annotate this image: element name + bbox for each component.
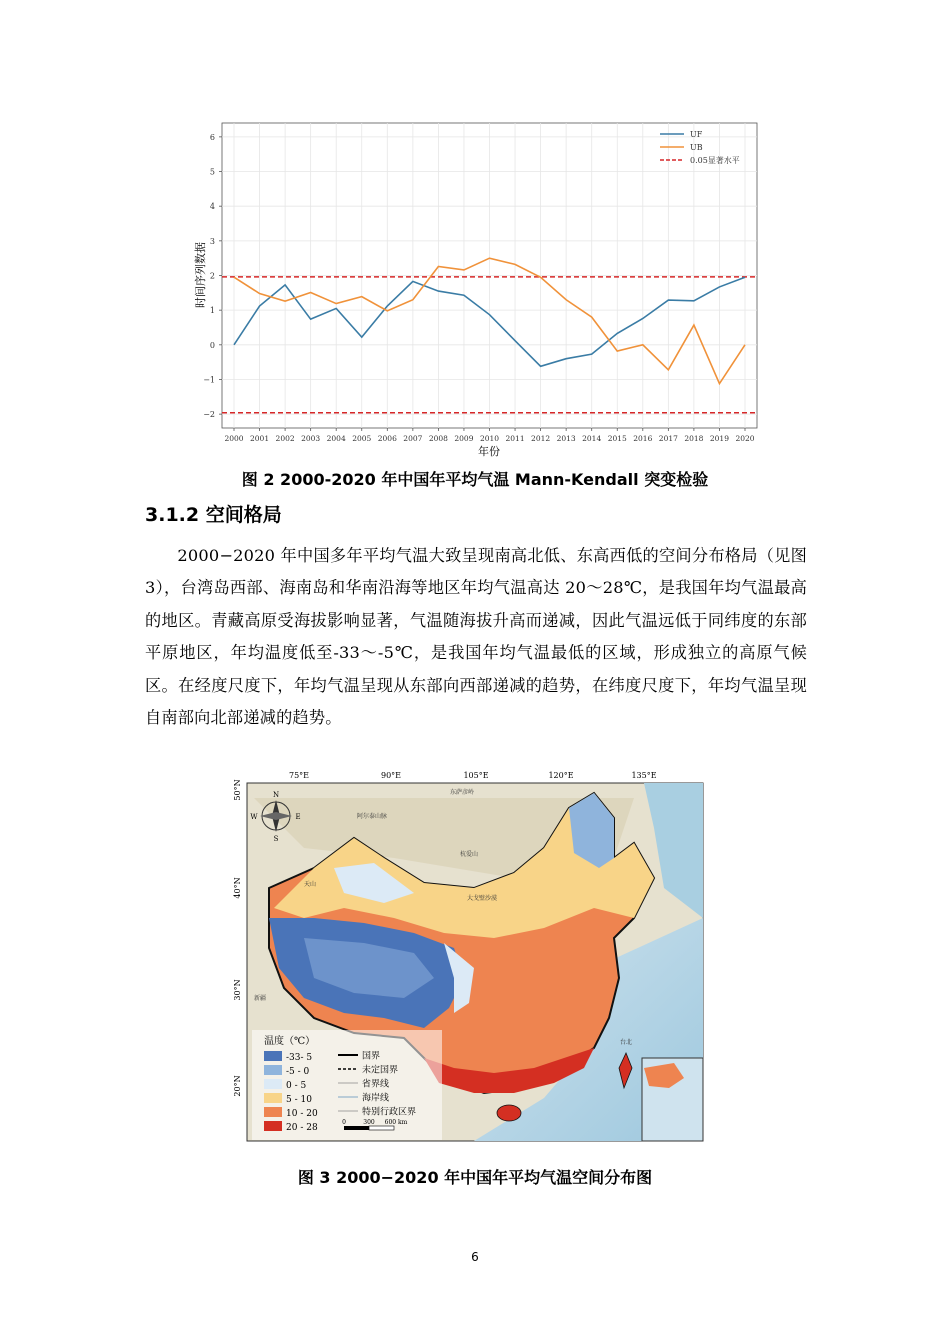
legend-swatch-5 bbox=[264, 1121, 282, 1131]
lat-label: 50°N bbox=[233, 779, 242, 801]
x-tick-label: 2000 bbox=[224, 434, 244, 443]
x-tick-label: 2016 bbox=[633, 434, 653, 443]
y-tick-label: 5 bbox=[209, 167, 215, 177]
legend-class-label: 20 - 28 bbox=[286, 1123, 318, 1133]
compass-e: E bbox=[295, 813, 301, 821]
legend-swatch-2 bbox=[264, 1079, 282, 1089]
x-tick-label: 2002 bbox=[275, 434, 295, 443]
place-label: 台北 bbox=[619, 1039, 633, 1046]
legend-swatch-0 bbox=[264, 1051, 282, 1061]
x-tick-label: 2009 bbox=[454, 434, 474, 443]
compass-s: S bbox=[273, 835, 279, 843]
x-tick-label: 2017 bbox=[658, 434, 678, 443]
y-tick-label: −2 bbox=[203, 410, 215, 420]
legend-class-label: 5 - 10 bbox=[286, 1095, 312, 1105]
lon-label: 90°E bbox=[380, 771, 402, 780]
place-label: 天山 bbox=[303, 881, 317, 888]
x-tick-label: 2018 bbox=[684, 434, 704, 443]
section-heading: 3.1.2 空间格局 bbox=[145, 504, 282, 526]
y-tick-label: 1 bbox=[209, 306, 215, 316]
section-paragraph: 2000−2020 年中国多年平均气温大致呈现南高北低、东高西低的空间分布格局（见图 3），台湾岛西部、海南岛和华南沿海等地区年均气温高达 20～28℃，是我国年均气温最高的地区。青藏高原受海拔影响显著，气温随海拔升高而递减，因此气温远低于同纬度的东部平原地区，年均温度低至-33～-5℃，是我国年均气温最低的区域，形成独立的高原气候区。在经度尺度下，年均气温呈现从东部向西部递减的趋势，在纬度尺度下，年均气温呈现自南部向北部递减的趋势。 bbox=[145, 546, 807, 728]
x-tick-label: 2007 bbox=[403, 434, 423, 443]
scale-0: 0 bbox=[342, 1119, 346, 1126]
y-tick-label: −1 bbox=[203, 375, 215, 385]
figure2-caption: 图 2 2000-2020 年中国年平均气温 Mann-Kendall 突变检验 bbox=[241, 470, 709, 489]
legend-class-label: -5 - 0 bbox=[286, 1067, 310, 1077]
compass-w: W bbox=[250, 813, 258, 821]
legend-swatch-4 bbox=[264, 1107, 282, 1117]
lon-label: 75°E bbox=[288, 771, 310, 780]
lon-label: 135°E bbox=[631, 771, 657, 780]
legend-title: 温度（℃） bbox=[264, 1036, 316, 1047]
x-tick-label: 2006 bbox=[377, 434, 397, 443]
page-number: 6 bbox=[471, 1250, 479, 1264]
x-tick-label: 2001 bbox=[250, 434, 270, 443]
y-tick-label: 4 bbox=[209, 202, 215, 212]
chart-svg bbox=[190, 110, 770, 462]
legend-swatch-1 bbox=[264, 1065, 282, 1075]
lat-label: 30°N bbox=[233, 979, 242, 1001]
compass-n: N bbox=[272, 791, 280, 799]
legend-line-label: 省界线 bbox=[362, 1079, 390, 1090]
x-tick-label: 2005 bbox=[352, 434, 372, 443]
lat-label: 40°N bbox=[233, 877, 242, 899]
lat-label: 20°N bbox=[233, 1075, 242, 1097]
place-label: 阿尔泰山脉 bbox=[356, 813, 388, 820]
x-tick-label: 2014 bbox=[582, 434, 602, 443]
lon-label: 120°E bbox=[548, 771, 574, 780]
scale-300: 300 bbox=[363, 1119, 375, 1126]
map-legend bbox=[252, 1030, 442, 1140]
legend-line-label: 国界 bbox=[362, 1051, 381, 1062]
map-svg bbox=[214, 768, 734, 1148]
place-label: 杭爱山 bbox=[459, 851, 479, 858]
x-axis-label: 年份 bbox=[478, 445, 500, 458]
place-label: 新疆 bbox=[253, 995, 267, 1002]
x-tick-label: 2012 bbox=[531, 434, 551, 443]
lon-label: 105°E bbox=[463, 771, 489, 780]
legend-class-label: 10 - 20 bbox=[286, 1109, 318, 1119]
y-tick-label: 0 bbox=[209, 340, 215, 350]
legend-line-label: 未定国界 bbox=[362, 1065, 399, 1076]
temperature-map bbox=[214, 768, 734, 1148]
x-tick-label: 2004 bbox=[326, 434, 346, 443]
scale-600: 600 km bbox=[384, 1119, 408, 1126]
y-tick-label: 2 bbox=[209, 271, 215, 281]
x-tick-label: 2011 bbox=[505, 434, 525, 443]
legend-line-label: 特别行政区界 bbox=[362, 1107, 417, 1118]
x-tick-label: 2010 bbox=[479, 434, 500, 443]
x-tick-label: 2015 bbox=[607, 434, 627, 443]
legend-label-1: UB bbox=[690, 143, 703, 152]
legend-label-0: UF bbox=[690, 130, 703, 139]
x-tick-label: 2020 bbox=[735, 434, 755, 443]
y-tick-label: 3 bbox=[209, 236, 215, 246]
mk-test-chart bbox=[190, 110, 770, 462]
place-label: 东萨彦岭 bbox=[449, 789, 475, 796]
place-label: 大戈壁沙漠 bbox=[466, 895, 498, 902]
x-tick-label: 2013 bbox=[556, 434, 576, 443]
x-tick-label: 2019 bbox=[709, 434, 729, 443]
x-tick-label: 2003 bbox=[301, 434, 321, 443]
legend-class-label: 0 - 5 bbox=[286, 1081, 307, 1091]
hainan-island bbox=[497, 1105, 521, 1121]
y-tick-label: 6 bbox=[209, 132, 215, 142]
x-tick-label: 2008 bbox=[428, 434, 448, 443]
legend-line-label: 海岸线 bbox=[362, 1093, 390, 1104]
legend-label-2: 0.05显著水平 bbox=[690, 156, 740, 165]
figure3-caption: 图 3 2000−2020 年中国年平均气温空间分布图 bbox=[297, 1168, 653, 1187]
legend-swatch-3 bbox=[264, 1093, 282, 1103]
y-axis-label: 时间序列数据 bbox=[194, 242, 207, 308]
legend-class-label: -33- 5 bbox=[286, 1053, 313, 1063]
